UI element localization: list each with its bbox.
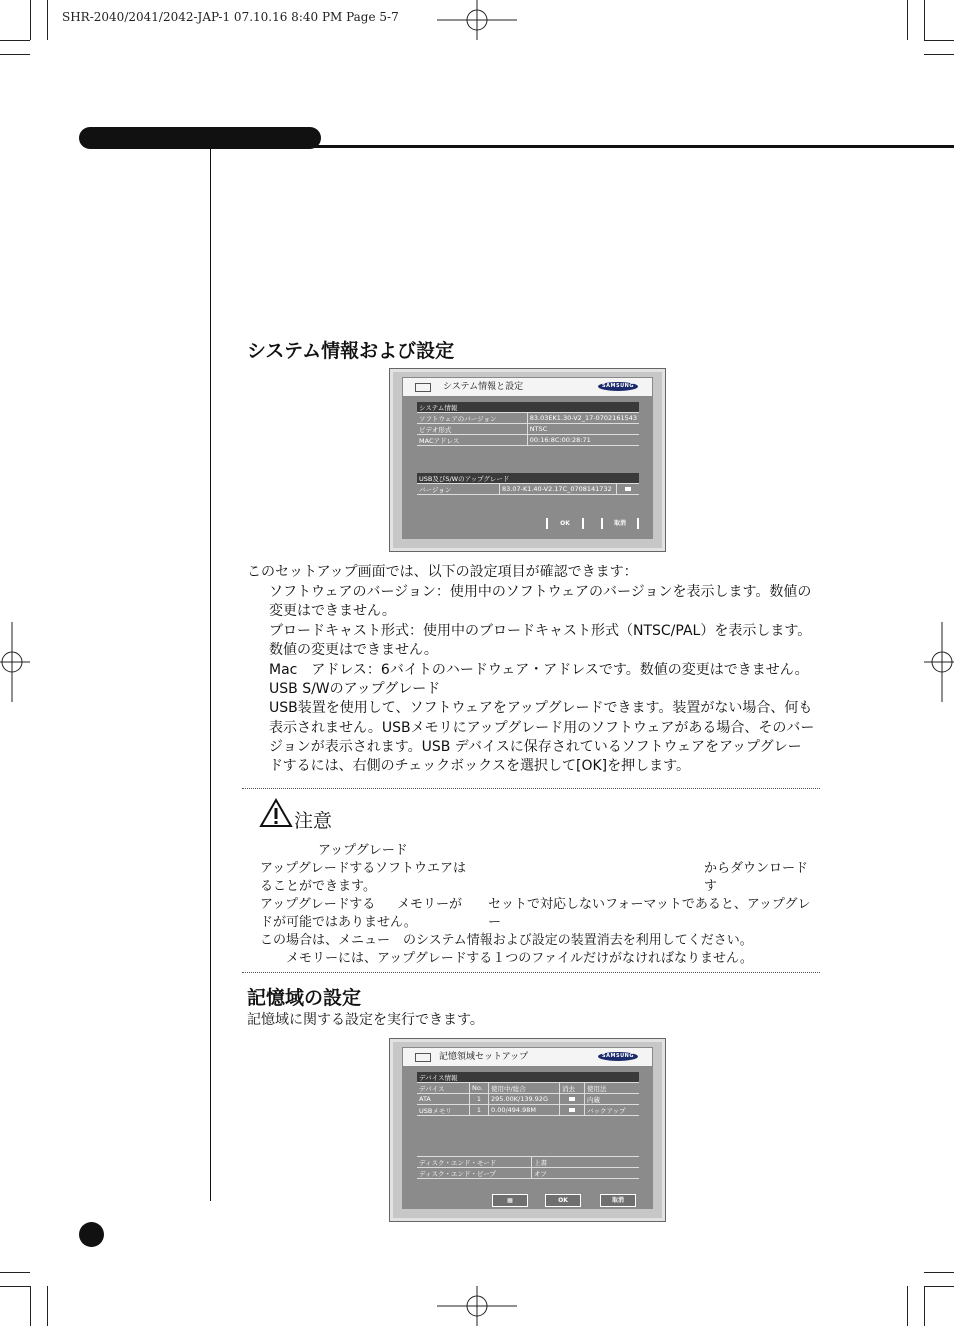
item-list: ソフトウェアのバージョン：使用中のソフトウェアのバージョンを表示します。数値の 変更はできません。 ブロードキャスト形式：使用中のブロードキャスト形式（NTSC/PAL）を表示します。 数値の変更はできません。 Mac アドレス：6バイトのハードウェア・アドレスです。数値の変更はできません。 USB S/Wのアップグレード USB装置を使用して、ソフトウェアをアップグレードできます。装置がない場合、何も 表示されません。USBメモリにアップグレード用のソフトウェアがある場合、そのバー ジョンが表示されます。USB デバイスに保存されているソフトウェアをアップグレー ドするには、右側のチェックボックスを選択して[OK]を押します。 — [269, 584, 815, 775]
registration-mark-left — [0, 622, 30, 702]
crop-mark — [0, 40, 30, 41]
section-title-storage: 記憶域の設定 — [247, 987, 362, 1009]
grid-button[interactable]: ▦ — [492, 1194, 528, 1207]
screen-titlebar — [402, 1047, 653, 1067]
erase-checkbox[interactable] — [560, 1105, 585, 1116]
screen-title: 記憶領域セットアップ — [439, 1052, 529, 1062]
dotted-divider — [242, 788, 820, 789]
crop-mark — [47, 0, 48, 40]
warning-icon — [259, 798, 293, 828]
section-title-system-info: システム情報および設定 — [247, 340, 455, 362]
checkbox-icon — [625, 487, 631, 491]
device-info-table — [417, 1072, 639, 1116]
table-row[interactable]: ディスク・エンド・モード 上書 — [417, 1157, 639, 1168]
caution-body: アップグレード アップグレードするソフトウエアは からダウンロードす ることができます。 アップグレードする メモリーが セットで対応しないフォーマットであると、アップグレー ドが可能ではありません。 この場合は、メニュー のシステム情報および設定の装置消去を利用してください。 メモリーには、アップグレードする１つのファイルだけがなければなりません。 — [260, 843, 811, 966]
print-header: SHR-2040/2041/2042-JAP-1 07.10.16 8:40 PM Page 5-7 — [62, 10, 399, 24]
crop-mark — [0, 54, 30, 55]
crop-mark — [30, 1286, 31, 1326]
disk-end-settings — [417, 1156, 639, 1179]
crop-mark — [924, 0, 925, 40]
table-row: バージョン 83.07-K1.40-V2.17C_0708141732 — [417, 484, 639, 495]
group-header: USB及びS/Wのアップグレード — [417, 473, 639, 484]
crop-mark — [924, 1286, 925, 1326]
page-number-marker — [79, 1222, 104, 1247]
crop-mark — [924, 54, 954, 55]
chapter-tab — [79, 127, 321, 149]
keyboard-icon — [415, 1053, 431, 1062]
dotted-divider — [242, 972, 820, 973]
crop-mark — [924, 40, 954, 41]
cancel-button[interactable]: 取消 — [600, 1194, 636, 1207]
screenshot-storage-setup — [389, 1038, 666, 1222]
ok-button[interactable]: OK — [546, 518, 584, 529]
table-row: MACアドレス 00:16:8C:00:28:71 — [417, 435, 639, 446]
registration-mark-bottom — [437, 1286, 517, 1326]
crop-mark — [0, 1286, 30, 1287]
registration-mark-right — [924, 622, 954, 702]
group-header: デバイス情報 — [417, 1072, 639, 1083]
usb-upgrade-table — [417, 473, 639, 495]
crop-mark — [907, 1286, 908, 1326]
keyboard-icon — [415, 383, 431, 392]
samsung-logo: SAMSUNG — [598, 1052, 638, 1061]
crop-mark — [30, 0, 31, 40]
screen-body — [402, 1067, 653, 1209]
crop-mark — [924, 1286, 954, 1287]
table-header-row: デバイス No. 使用中/総合 消去 使用法 — [417, 1083, 639, 1094]
screen-titlebar — [402, 377, 653, 397]
table-row[interactable]: ディスク・エンド・ビープ オフ — [417, 1168, 639, 1179]
table-row: ソフトウェアのバージョン 83.03EK1.30-V2_17-0702161543 — [419, 414, 637, 423]
storage-intro: 記憶域に関する設定を実行できます。 — [247, 1012, 484, 1028]
table-row: ビデオ形式 NTSC — [417, 424, 639, 435]
table-row: USBメモリ 1 0.00/494.98M バックアップ — [417, 1105, 639, 1116]
crop-mark — [924, 1272, 954, 1273]
ok-button[interactable]: OK — [545, 1194, 581, 1207]
checkbox-icon — [569, 1097, 575, 1101]
top-rule — [300, 145, 954, 148]
screen-title: システム情報と設定 — [443, 382, 524, 392]
cancel-button[interactable]: 取消 — [601, 518, 639, 529]
intro-text: このセットアップ画面では、以下の設定項目が確認できます： — [247, 564, 638, 580]
section1-body — [247, 563, 827, 776]
screen-body — [402, 397, 653, 539]
screenshot-system-info — [389, 368, 666, 552]
samsung-logo: SAMSUNG — [598, 382, 638, 391]
crop-mark — [907, 0, 908, 40]
usb-upgrade-checkbox[interactable] — [617, 484, 640, 495]
erase-checkbox[interactable] — [560, 1094, 585, 1105]
group-header: システム情報 — [417, 402, 639, 413]
table-row: ATA 1 295.00K/139.92G 内蔵 — [417, 1094, 639, 1105]
crop-mark — [0, 1272, 30, 1273]
checkbox-icon — [569, 1108, 575, 1112]
margin-rule — [210, 148, 211, 1201]
crop-mark — [47, 1286, 48, 1326]
system-info-table — [417, 402, 639, 446]
caution-title: 注意 — [294, 810, 333, 832]
registration-mark-top — [437, 0, 517, 40]
